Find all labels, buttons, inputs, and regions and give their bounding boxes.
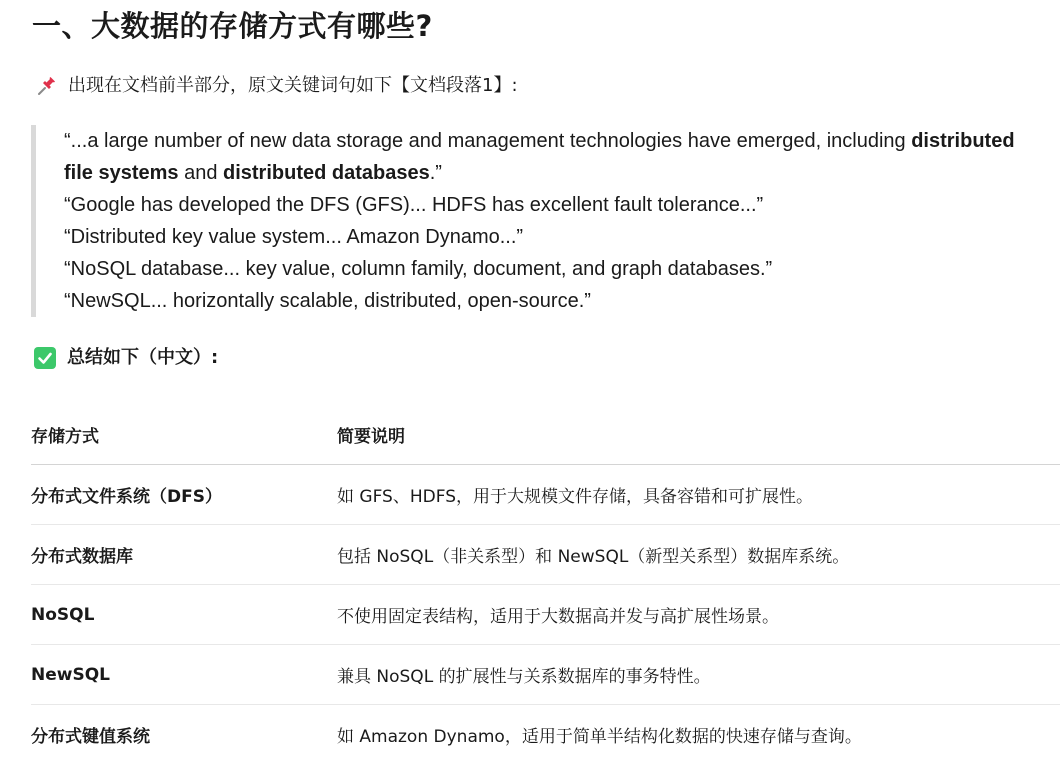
quote-line — [64, 125, 1041, 189]
quote-text: .” — [429, 162, 442, 184]
quote-text: “...a large number of new data storage and management technologies have emerged, including — [64, 130, 912, 152]
quote-bold-term: distributed file systems — [64, 130, 1015, 184]
source-blockquote — [31, 125, 1041, 317]
cell-description: 如 Amazon Dynamo，适用于简单半结构化数据的快速存储与查询。 — [337, 727, 862, 747]
pushpin-icon — [34, 74, 58, 98]
cell-method: 分布式文件系统（DFS） — [31, 465, 337, 525]
cell-description: 不使用固定表结构，适用于大数据高并发与高扩展性场景。 — [337, 585, 1060, 645]
checkmark-icon — [34, 347, 56, 369]
quote-line: “NoSQL database... key value, column family, document, and graph databases.” — [64, 258, 773, 280]
table-row — [31, 465, 1060, 525]
cell-method: NoSQL — [31, 585, 337, 645]
intro-line — [34, 72, 518, 100]
quote-text: and — [178, 162, 223, 184]
table-header-row — [31, 405, 1060, 465]
cell-method: 分布式数据库 — [31, 525, 337, 585]
cell-description: 兼具 NoSQL 的扩展性与关系数据库的事务特性。 — [337, 645, 1060, 705]
summary-label — [34, 344, 218, 372]
column-header-method: 存储方式 — [31, 405, 337, 465]
column-header-description: 简要说明 — [337, 405, 1060, 465]
quote-bold-term: distributed databases — [223, 162, 430, 184]
cell-description: 如 GFS、HDFS，用于大规模文件存储，具备容错和可扩展性。 — [337, 465, 1060, 525]
table-row — [31, 585, 1060, 645]
storage-methods-table — [31, 405, 1060, 764]
table-row — [31, 645, 1060, 705]
table-row — [31, 525, 1060, 585]
cell-method: 分布式键值系统 — [31, 727, 150, 747]
quote-line: “NewSQL... horizontally scalable, distributed, open-source.” — [64, 290, 591, 312]
table-row — [31, 705, 1060, 765]
quote-line: “Google has developed the DFS (GFS)... HDFS has excellent fault tolerance...” — [64, 194, 764, 216]
quote-line: “Distributed key value system... Amazon Dynamo...” — [64, 226, 524, 248]
cell-method: NewSQL — [31, 645, 337, 705]
cell-description: 包括 NoSQL（非关系型）和 NewSQL（新型关系型）数据库系统。 — [337, 525, 1060, 585]
summary-text: 总结如下（中文）: — [67, 347, 219, 368]
intro-text: 出现在文档前半部分，原文关键词句如下【文档段落1】: — [68, 75, 518, 96]
section-heading: 一、大数据的存储方式有哪些? — [32, 9, 433, 43]
